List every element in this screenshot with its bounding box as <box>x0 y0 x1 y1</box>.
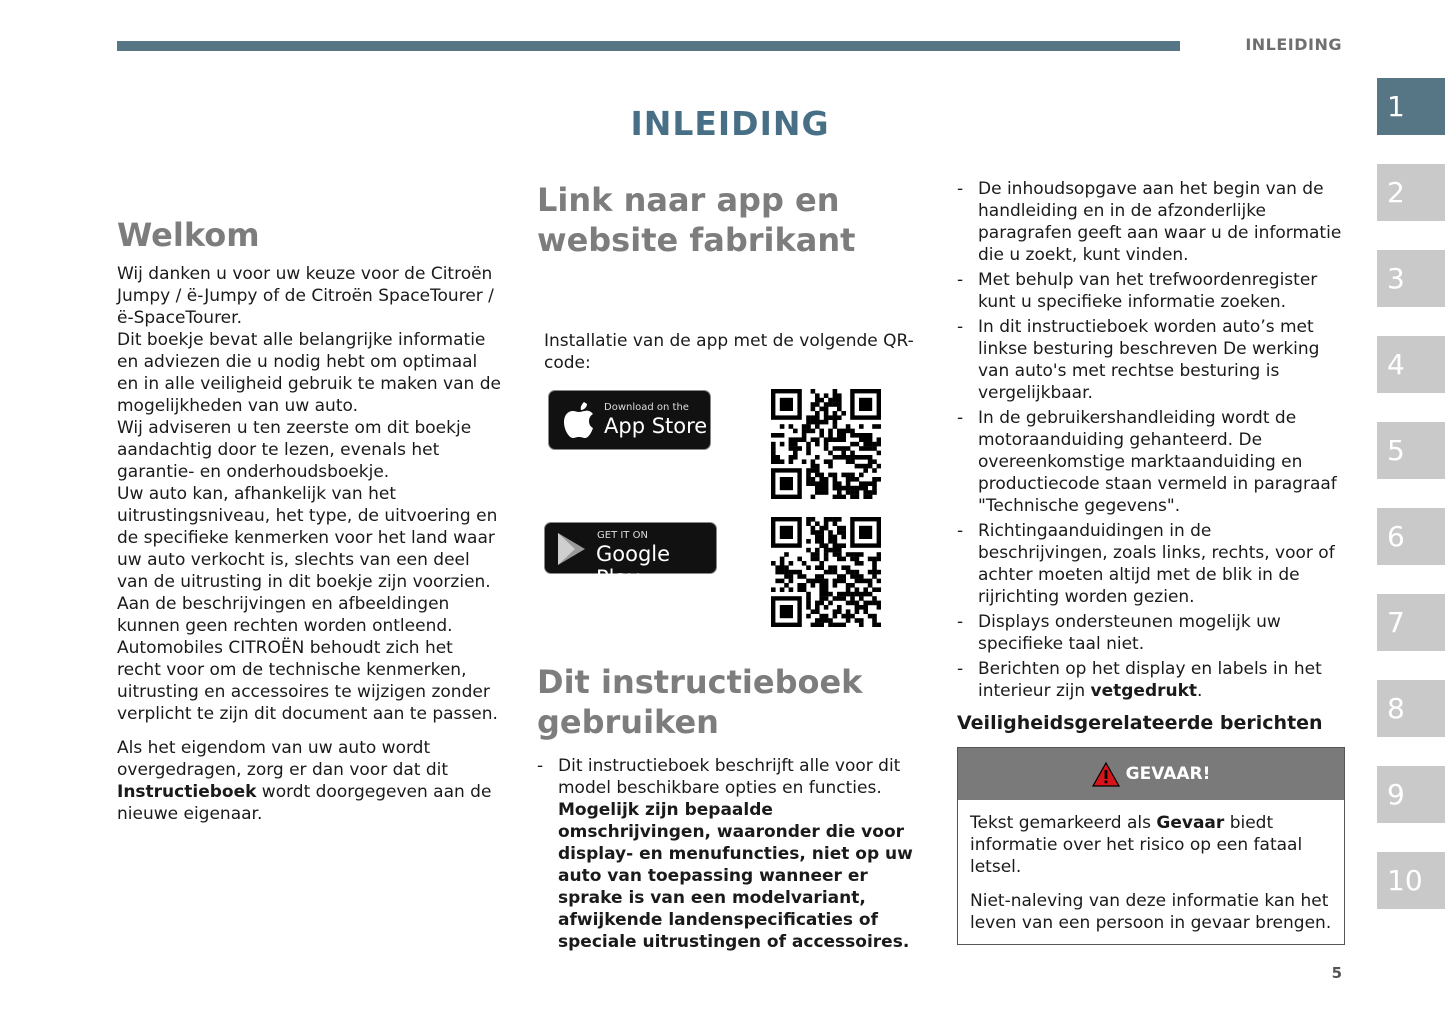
chapter-tab-5[interactable]: 5 <box>1377 422 1445 479</box>
list-item: - Met behulp van het trefwoordenregister kunt u specifieke informatie zoeken. <box>957 269 1345 313</box>
danger-box <box>957 747 1345 945</box>
chapter-tab-3[interactable]: 3 <box>1377 250 1445 307</box>
chapter-tab-4[interactable]: 4 <box>1377 336 1445 393</box>
danger-text <box>970 812 1332 878</box>
app-store-button[interactable] <box>548 390 711 450</box>
booklet-heading: Dit instructieboek gebruiken <box>537 663 863 741</box>
app-store-label: App Store <box>604 414 708 438</box>
danger-text-part: Tekst gemarkeerd als <box>970 813 1157 833</box>
install-text: Installatie van de app met de volgende QR-code: <box>544 331 914 373</box>
booklet-list <box>537 755 922 956</box>
ownership-bold-text: Instructieboek <box>117 782 257 802</box>
chapter-tab-1[interactable]: 1 <box>1377 78 1445 135</box>
usage-list <box>957 178 1345 702</box>
header-bar <box>117 41 1180 51</box>
welcome-heading: Welkom <box>117 216 260 254</box>
running-header: INLEIDING <box>1245 35 1342 54</box>
bullet-text-end: . <box>1197 681 1203 701</box>
chapter-tab-7[interactable]: 7 <box>1377 594 1445 651</box>
app-section <box>537 180 922 952</box>
welcome-paragraph: Wij adviseren u ten zeerste om dit boekje aandachtig door te lezen, evenals het garantie- en onderhoudsboekje. <box>117 418 472 482</box>
ownership-paragraph <box>117 737 502 825</box>
list-item <box>537 755 922 953</box>
welcome-paragraph: Dit boekje bevat alle belangrijke informatie en adviezen die u nodig hebt om optimaal en in alle veiligheid gebruik te maken van de mogelijkheden van uw auto. <box>117 330 501 416</box>
ownership-text-end: wordt doorgegeven aan de nieuwe eigenaar. <box>117 782 492 824</box>
chapter-tab-8[interactable]: 8 <box>1377 680 1445 737</box>
google-play-icon <box>555 531 589 567</box>
page-number: 5 <box>1331 964 1342 982</box>
warning-icon <box>1092 762 1120 787</box>
bullet-bold-text: vetgedrukt <box>1090 681 1198 701</box>
chapter-tabs <box>1377 78 1445 938</box>
google-play-button[interactable] <box>544 522 717 590</box>
list-item: - De inhoudsopgave aan het begin van de handleiding en in de afzonderlijke paragrafen geeft aan waar u de informatie die u zoekt, kunt vinden. <box>957 178 1345 266</box>
list-item: - Displays ondersteunen mogelijk uw specifieke taal niet. <box>957 611 1345 655</box>
danger-header <box>958 748 1344 800</box>
google-play-small-text: GET IT ON <box>597 530 648 541</box>
danger-body <box>958 800 1344 944</box>
danger-text-end: biedt informatie over het risico op een fataal letsel. <box>970 813 1303 877</box>
welcome-paragraph: Uw auto kan, afhankelijk van het uitrustingsniveau, het type, de uitvoering en de specifieke kenmerken voor het land waar uw auto verkocht is, slechts van een deel van de uitrusting in dit boekje zijn voorzien. <box>117 484 498 592</box>
safety-heading: Veiligheidsgerelateerde berichten <box>957 712 1323 734</box>
ownership-text: Als het eigendom van uw auto wordt overgedragen, zorg er dan voor dat dit <box>117 738 449 780</box>
list-item <box>957 658 1345 702</box>
page-title: INLEIDING <box>630 104 830 143</box>
chapter-tab-10[interactable]: 10 <box>1377 852 1445 909</box>
welcome-paragraph: Aan de beschrijvingen en afbeeldingen kunnen geen rechten worden ontleend. <box>117 594 453 636</box>
list-item: - In de gebruikershandleiding wordt de motoraanduiding gehanteerd. De overeenkomstige marktaanduiding en productiecode staan vermeld in paragraaf "Technische gegevens". <box>957 407 1345 517</box>
chapter-tab-6[interactable]: 6 <box>1377 508 1445 565</box>
welcome-section <box>117 215 502 825</box>
danger-consequence-text: Niet-naleving van deze informatie kan het leven van een persoon in gevaar brengen. <box>970 891 1332 933</box>
chapter-tab-2[interactable]: 2 <box>1377 164 1445 221</box>
app-heading: Link naar app en website fabrikant <box>537 181 856 259</box>
google-play-label: Google Play <box>596 542 671 590</box>
booklet-bullet-bold-text: Mogelijk zijn bepaalde omschrijvingen, waaronder die voor display- en menufuncties, niet op uw auto van toepassing wanneer er sprake is van een modelvariant, afwijkende landenspecificaties of speciale uitrustingen of accessoires. <box>558 800 913 952</box>
bullet-text: Berichten op het display en labels in het interieur zijn <box>978 659 1322 701</box>
app-store-small-text: Download on the <box>604 402 689 413</box>
danger-bold-text: Gevaar <box>1156 813 1225 833</box>
qr-code-google-play <box>771 517 881 627</box>
chapter-tab-9[interactable]: 9 <box>1377 766 1445 823</box>
danger-title: GEVAAR! <box>1125 764 1211 784</box>
welcome-paragraph: Wij danken u voor uw keuze voor de Citroën Jumpy / ë-Jumpy of de Citroën SpaceTourer / ë-SpaceTourer. <box>117 264 494 328</box>
welcome-paragraph: Automobiles CITROËN behoudt zich het recht voor om de technische kenmerken, uitrusting en accessoires te wijzigen zonder verplicht te zijn dit document aan te passen. <box>117 638 498 724</box>
usage-section <box>957 178 1345 945</box>
list-item: - In dit instructieboek worden auto’s met linkse besturing beschreven De werking van auto's met rechtse besturing is vergelijkbaar. <box>957 316 1345 404</box>
list-item: - Richtingaanduidingen in de beschrijvingen, zoals links, rechts, voor of achter moeten altijd met de blik in de rijrichting worden gezien. <box>957 520 1345 608</box>
apple-icon <box>560 399 596 441</box>
booklet-bullet-text: Dit instructieboek beschrijft alle voor dit model beschikbare opties en functies. <box>558 756 901 798</box>
qr-code-app-store <box>771 389 881 499</box>
